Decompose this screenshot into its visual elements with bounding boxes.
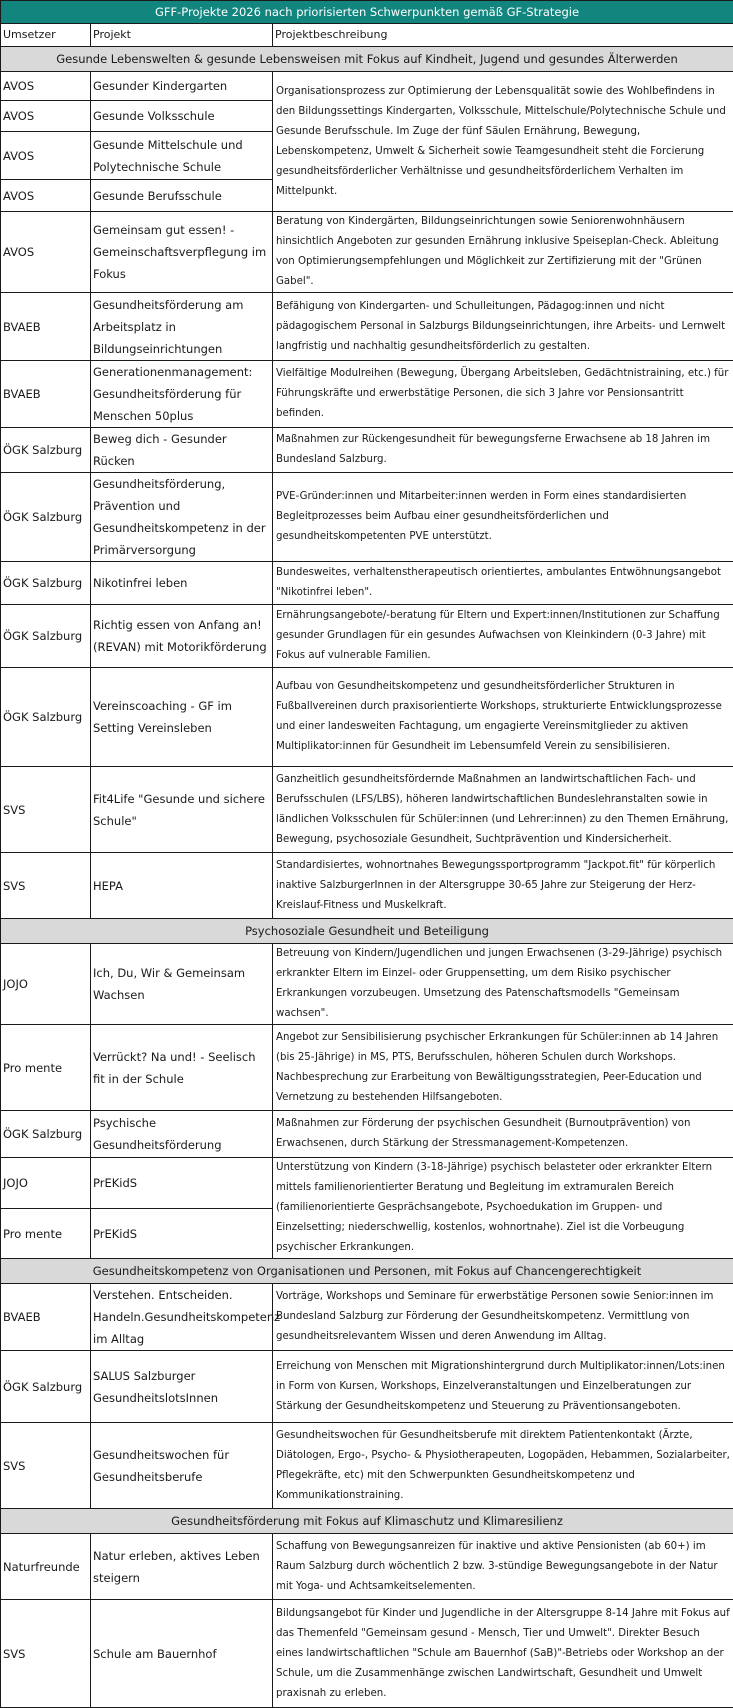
implementer-cell: ÖGK Salzburg xyxy=(1,562,91,605)
implementer-cell: Pro mente xyxy=(1,1025,91,1111)
implementer-cell: ÖGK Salzburg xyxy=(1,605,91,668)
description-cell: Beratung von Kindergärten, Bildungseinrichtungen sowie Seniorenwohnhäusern hinsichtlich Angeboten zur gesunden Ernährung inklusive Speiseplan-Check. Ableitung von Optimierungsempfehlungen und Möglichkeit zur Zertifizierung mit der "Grünen Gabel". xyxy=(273,212,733,293)
implementer-cell: JOJO xyxy=(1,944,91,1025)
description-cell: Erreichung von Menschen mit Migrationshintergrund durch Multiplikator:innen/Lots:inen in Form von Kursen, Workshops, Einzelveranstaltungen und Einzelberatungen zur Stärkung der Gesundheitskompetenz und Steuerung zu Präventionsangeboten. xyxy=(273,1351,733,1423)
description-cell: Unterstützung von Kindern (3-18-Jährige) psychisch belasteter oder erkrankter Eltern mittels familienorientierter Beratung und Begleitung im extramuralen Bereich (familienorientierte Gesprächsangebote, Psychoedukation im Gruppen- und Einzelsetting; niederschwellig, kostenlos, wohnortnahe). Ziel ist die Vorbeugung psychischer Erkrankungen. xyxy=(273,1158,733,1259)
table-row xyxy=(1,361,733,428)
implementer-cell: AVOS xyxy=(1,132,91,180)
table-row xyxy=(1,1423,733,1509)
table-row xyxy=(1,605,733,668)
project-cell: Schule am Bauernhof xyxy=(91,1600,273,1708)
table-row xyxy=(1,293,733,361)
table-row xyxy=(1,562,733,605)
project-cell: Verstehen. Entscheiden. Handeln.Gesundheitskompetenz im Alltag xyxy=(91,1284,273,1351)
table-row xyxy=(1,1025,733,1111)
project-cell: Gesunde Berufsschule xyxy=(91,180,273,212)
description-cell: Betreuung von Kindern/Jugendlichen und jungen Erwachsenen (3-29-Jährige) psychisch erkrankter Eltern im Einzel- oder Gruppensetting, um dem Risiko psychischer Erkrankungen vorzubeugen. Umsetzung des Patenschaftsmodells "Gemeinsam wachsen". xyxy=(273,944,733,1025)
category-title: Gesunde Lebenswelten & gesunde Lebensweisen mit Fokus auf Kindheit, Jugend und gesundes Älterwerden xyxy=(1,47,733,72)
table-row xyxy=(1,853,733,919)
table-row xyxy=(1,767,733,853)
implementer-cell: ÖGK Salzburg xyxy=(1,428,91,473)
project-cell: Ich, Du, Wir & Gemeinsam Wachsen xyxy=(91,944,273,1025)
table-row xyxy=(1,1111,733,1158)
category-row xyxy=(1,919,733,944)
column-header-description: Projektbeschreibung xyxy=(273,24,733,47)
description-cell: Standardisiertes, wohnortnahes Bewegungssportprogramm "Jackpot.fit" für körperlich inaktive SalzburgerInnen in der Altersgruppe 30-65 Jahre zur Steigerung der Herz-Kreislauf-Fitness und Muskelkraft. xyxy=(273,853,733,919)
category-row xyxy=(1,1259,733,1284)
table-row xyxy=(1,473,733,562)
description-cell: Vielfältige Modulreihen (Bewegung, Übergang Arbeitsleben, Gedächtnistraining, etc.) für Führungskräfte und erwerbstätige Personen, die sich 3 Jahre vor Pensionsantritt befinden. xyxy=(273,361,733,428)
implementer-cell: Naturfreunde xyxy=(1,1534,91,1600)
implementer-cell: ÖGK Salzburg xyxy=(1,1351,91,1423)
project-cell: Gesundheitswochen für Gesundheitsberufe xyxy=(91,1423,273,1509)
project-cell: SALUS Salzburger GesundheitslotsInnen xyxy=(91,1351,273,1423)
column-header-implementer: Umsetzer xyxy=(1,24,91,47)
implementer-cell: AVOS xyxy=(1,180,91,212)
table-row xyxy=(1,944,733,1025)
title-row xyxy=(1,1,733,24)
category-title: Psychosoziale Gesundheit und Beteiligung xyxy=(1,919,733,944)
project-cell: Vereinscoaching - GF im Setting Vereinsleben xyxy=(91,668,273,767)
implementer-cell: SVS xyxy=(1,767,91,853)
implementer-cell: SVS xyxy=(1,1423,91,1509)
table-row xyxy=(1,1600,733,1708)
category-row xyxy=(1,47,733,72)
table-row xyxy=(1,72,733,101)
description-cell: Bildungsangebot für Kinder und Jugendliche in der Altersgruppe 8-14 Jahre mit Fokus auf das Themenfeld "Gemeinsam gesund - Mensch, Tier und Umwelt". Direkter Besuch eines landwirtschaftlichen "Schule am Bauernhof (SaB)"-Betriebs oder Workshop an der Schule, um die Zusammenhänge zwischen Landwirtschaft, Gesundheit und Umwelt praxisnah zu erleben. xyxy=(273,1600,733,1708)
table-row xyxy=(1,668,733,767)
implementer-cell: SVS xyxy=(1,1600,91,1708)
description-cell: Gesundheitswochen für Gesundheitsberufe mit direktem Patientenkontakt (Ärzte, Diätologen, Ergo-, Psycho- & Physiotherapeuten, Logopäden, Hebammen, Sozialarbeiter, Pflegekräfte, etc) mit den Schwerpunkten Gesundheitskompetenz und Kommunikationstraining. xyxy=(273,1423,733,1509)
description-cell: Maßnahmen zur Förderung der psychischen Gesundheit (Burnoutprävention) von Erwachsenen, durch Stärkung der Stressmanagement-Kompetenzen. xyxy=(273,1111,733,1158)
description-cell: Aufbau von Gesundheitskompetenz und gesundheitsförderlicher Strukturen in Fußballvereinen durch praxisorientierte Workshops, strukturierte Entwicklungsprozesse und einer landesweiten Fachtagung, um engagierte Vereinsmitglieder zu aktiven Multiplikator:innen für Gesundheit im Lebensumfeld Verein zu sensibilisieren. xyxy=(273,668,733,767)
table-row xyxy=(1,212,733,293)
description-cell: Schaffung von Bewegungsanreizen für inaktive und aktive Pensionisten (ab 60+) im Raum Salzburg durch wöchentlich 2 bzw. 3-stündige Bewegungsangebote in der Natur mit Yoga- und Achtsamkeitselementen. xyxy=(273,1534,733,1600)
table-row xyxy=(1,1158,733,1209)
implementer-cell: AVOS xyxy=(1,212,91,293)
implementer-cell: AVOS xyxy=(1,72,91,101)
implementer-cell: AVOS xyxy=(1,101,91,132)
table-row xyxy=(1,1284,733,1351)
project-cell: Psychische Gesundheitsförderung xyxy=(91,1111,273,1158)
description-cell: Ganzheitlich gesundheitsfördernde Maßnahmen an landwirtschaftlichen Fach- und Berufsschulen (LFS/LBS), höheren landwirtschaftlichen Bundeslehranstalten sowie in ländlichen Volksschulen für Schüler:innen (und Lehrer:innen) zu den Themen Ernährung, Bewegung, psychosoziale Gesundheit, Suchtprävention und Kindersicherheit. xyxy=(273,767,733,853)
project-cell: Gesundheitsförderung, Prävention und Gesundheitskompetenz in der Primärversorgung xyxy=(91,473,273,562)
project-cell: HEPA xyxy=(91,853,273,919)
table-row xyxy=(1,428,733,473)
category-title: Gesundheitskompetenz von Organisationen und Personen, mit Fokus auf Chancengerechtigkeit xyxy=(1,1259,733,1284)
project-cell: Gesunde Volksschule xyxy=(91,101,273,132)
project-cell: Gemeinsam gut essen! - Gemeinschaftsverpflegung im Fokus xyxy=(91,212,273,293)
project-cell: Richtig essen von Anfang an! (REVAN) mit Motorikförderung xyxy=(91,605,273,668)
description-cell: Angebot zur Sensibilisierung psychischer Erkrankungen für Schüler:innen ab 14 Jahren (bis 25-Jährige) in MS, PTS, Berufsschulen, höheren Schulen durch Workshops. Nachbesprechung zur Erarbeitung von Bewältigungsstrategien, Peer-Education und Vernetzung zu bestehenden Hilfsangeboten. xyxy=(273,1025,733,1111)
project-cell: Verrückt? Na und! - Seelisch fit in der Schule xyxy=(91,1025,273,1111)
table-title: GFF-Projekte 2026 nach priorisierten Schwerpunkten gemäß GF-Strategie xyxy=(1,1,733,24)
category-row xyxy=(1,1509,733,1534)
header-row xyxy=(1,24,733,47)
implementer-cell: SVS xyxy=(1,853,91,919)
implementer-cell: BVAEB xyxy=(1,1284,91,1351)
project-cell: Fit4Life "Gesunde und sichere Schule" xyxy=(91,767,273,853)
category-title: Gesundheitsförderung mit Fokus auf Klimaschutz und Klimaresilienz xyxy=(1,1509,733,1534)
table-row xyxy=(1,1351,733,1423)
implementer-cell: ÖGK Salzburg xyxy=(1,668,91,767)
implementer-cell: ÖGK Salzburg xyxy=(1,473,91,562)
project-cell: Gesunde Mittelschule und Polytechnische Schule xyxy=(91,132,273,180)
description-cell: Vorträge, Workshops und Seminare für erwerbstätige Personen sowie Senior:innen im Bundesland Salzburg zur Förderung der Gesundheitskompetenz. Vermittlung von gesundheitsrelevantem Wissen und deren Anwendung im Alltag. xyxy=(273,1284,733,1351)
description-cell: Ernährungsangebote/-beratung für Eltern und Expert:innen/Institutionen zur Schaffung gesunder Grundlagen für ein gesundes Aufwachsen von Kleinkindern (0-3 Jahre) mit Fokus auf vulnerable Familien. xyxy=(273,605,733,668)
description-cell: Organisationsprozess zur Optimierung der Lebensqualität sowie des Wohlbefindens in den Bildungssettings Kindergarten, Volksschule, Mittelschule/Polytechnische Schule und Gesunde Berufsschule. Im Zuge der fünf Säulen Ernährung, Bewegung, Lebenskompetenz, Umwelt & Sicherheit sowie Teamgesundheit steht die Forcierung gesundheitsförderlicher Verhältnisse und gesundheitsförderlichem Verhalten im Mittelpunkt. xyxy=(273,72,733,212)
column-header-project: Projekt xyxy=(91,24,273,47)
project-cell: Beweg dich - Gesunder Rücken xyxy=(91,428,273,473)
implementer-cell: ÖGK Salzburg xyxy=(1,1111,91,1158)
project-cell: Gesundheitsförderung am Arbeitsplatz in Bildungseinrichtungen xyxy=(91,293,273,361)
table-row xyxy=(1,1534,733,1600)
implementer-cell: Pro mente xyxy=(1,1209,91,1259)
description-cell: PVE-Gründer:innen und Mitarbeiter:innen werden in Form eines standardisierten Begleitprozesses beim Aufbau einer gesundheitsförderlichen und gesundheitskompetenten PVE unterstützt. xyxy=(273,473,733,562)
project-cell: Generationenmanagement: Gesundheitsförderung für Menschen 50plus xyxy=(91,361,273,428)
project-cell: PrEKidS xyxy=(91,1158,273,1209)
project-cell: Natur erleben, aktives Leben steigern xyxy=(91,1534,273,1600)
description-cell: Maßnahmen zur Rückengesundheit für bewegungsferne Erwachsene ab 18 Jahren im Bundesland Salzburg. xyxy=(273,428,733,473)
project-cell: Gesunder Kindergarten xyxy=(91,72,273,101)
implementer-cell: JOJO xyxy=(1,1158,91,1209)
implementer-cell: BVAEB xyxy=(1,293,91,361)
project-cell: Nikotinfrei leben xyxy=(91,562,273,605)
description-cell: Befähigung von Kindergarten- und Schulleitungen, Pädagog:innen und nicht pädagogischem Personal in Salzburgs Bildungseinrichtungen, ihre Arbeits- und Lernwelt langfristig und nachhaltig gesundheitsförderlich zu gestalten. xyxy=(273,293,733,361)
description-cell: Bundesweites, verhaltenstherapeutisch orientiertes, ambulantes Entwöhnungsangebot "Nikotinfrei leben". xyxy=(273,562,733,605)
project-cell: PrEKidS xyxy=(91,1209,273,1259)
implementer-cell: BVAEB xyxy=(1,361,91,428)
